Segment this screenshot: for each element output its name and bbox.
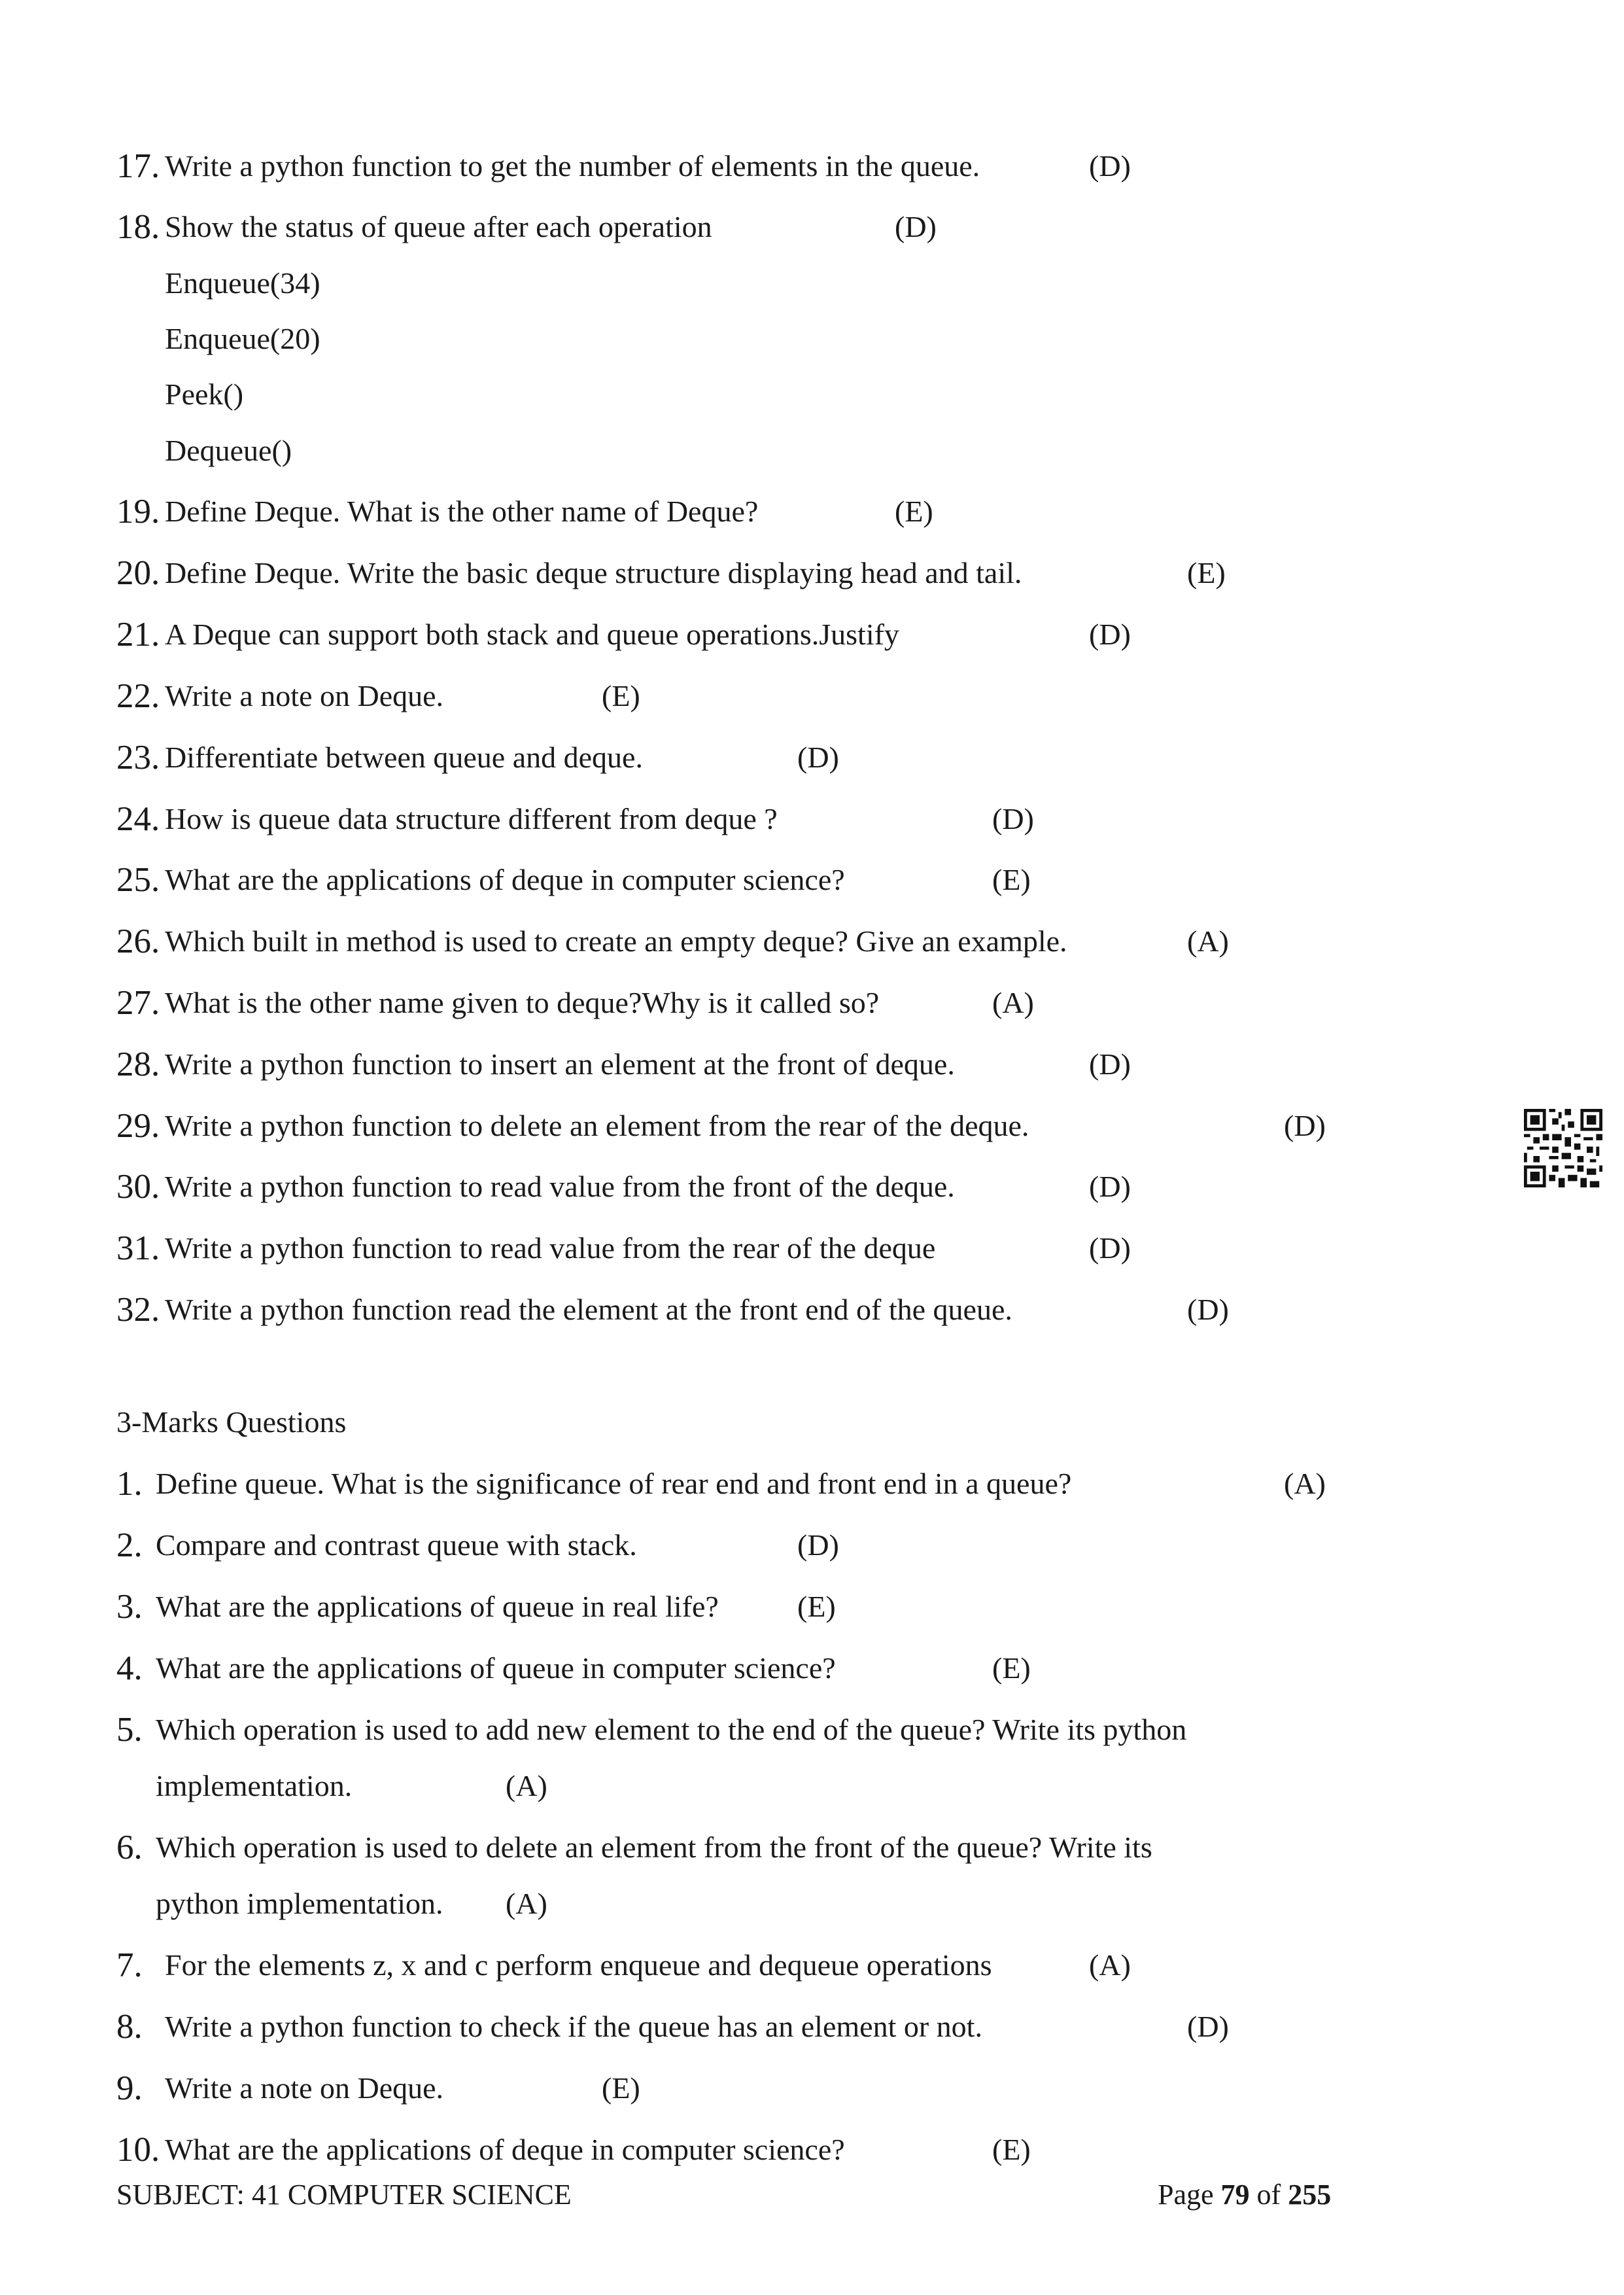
cognitive-level: (D) [1089, 1170, 1131, 1203]
cognitive-level: (A) [1187, 924, 1229, 958]
cognitive-level: (D) [797, 1528, 839, 1562]
question-number: 9. [116, 2069, 143, 2107]
question-text: For the elements z, x and c perform enqueue and dequeue operations [165, 1948, 992, 1982]
cognitive-level: (D) [1187, 1293, 1229, 1326]
cognitive-level: (D) [1284, 1109, 1326, 1142]
cognitive-level: (A) [506, 1769, 547, 1802]
question-text: Write a note on Deque. [165, 2071, 444, 2105]
question-number: 19. [116, 493, 160, 531]
question-text: Which operation is used to delete an element from the front of the queue? Write its [156, 1831, 1152, 1864]
cognitive-level: (D) [895, 210, 937, 243]
question-text: python implementation. [156, 1887, 443, 1920]
operation-line: Peek() [165, 377, 244, 411]
question-text: Write a note on Deque. [165, 679, 444, 712]
page-total: 255 [1288, 2179, 1332, 2211]
section-heading: 3-Marks Questions [116, 1405, 347, 1439]
question-text: Write a python function to read value from the rear of the deque [165, 1231, 936, 1265]
question-number: 32. [116, 1291, 160, 1329]
cognitive-level: (E) [602, 679, 640, 712]
cognitive-level: (E) [992, 863, 1031, 896]
cognitive-level: (D) [992, 802, 1034, 835]
question-number: 24. [116, 800, 160, 838]
cognitive-level: (D) [797, 741, 839, 774]
question-text: What are the applications of deque in computer science? [165, 863, 845, 896]
cognitive-level: (E) [1187, 556, 1226, 589]
question-text: Write a python function to get the number of elements in the queue. [165, 149, 980, 183]
question-number: 23. [116, 739, 160, 777]
question-text: Write a python function to check if the queue has an element or not. [165, 2010, 982, 2043]
question-text: Write a python function to read value from the front of the deque. [165, 1170, 955, 1203]
operation-line: Dequeue() [165, 434, 292, 467]
question-number: 28. [116, 1045, 160, 1083]
question-number: 2. [116, 1526, 143, 1564]
question-number: 29. [116, 1107, 160, 1145]
cognitive-level: (D) [1089, 149, 1131, 183]
question-number: 25. [116, 861, 160, 899]
question-text: Write a python function read the element at the front end of the queue. [165, 1293, 1012, 1326]
question-text: implementation. [156, 1769, 353, 1802]
question-number: 4. [116, 1649, 143, 1687]
cognitive-level: (D) [1089, 618, 1131, 651]
question-number: 1. [116, 1465, 143, 1503]
question-text: Which operation is used to add new element to the end of the queue? Write its python [156, 1713, 1187, 1746]
cognitive-level: (E) [992, 2133, 1031, 2166]
question-number: 30. [116, 1168, 160, 1206]
question-number: 17. [116, 147, 160, 185]
question-text: Write a python function to delete an element from the rear of the deque. [165, 1109, 1029, 1142]
question-number: 27. [116, 984, 160, 1022]
question-continuation [156, 1760, 547, 1812]
operation-line: Enqueue(34) [165, 266, 320, 300]
question-continuation [156, 1878, 547, 1930]
cognitive-level: (E) [602, 2071, 640, 2105]
operation-line: Enqueue(20) [165, 322, 320, 355]
question-number: 26. [116, 922, 160, 960]
cognitive-level: (A) [992, 986, 1034, 1019]
cognitive-level: (E) [992, 1651, 1031, 1685]
cognitive-level: (A) [1284, 1467, 1326, 1500]
question-number: 7. [116, 1946, 143, 1984]
question-text: What are the applications of deque in computer science? [165, 2133, 845, 2166]
cognitive-level: (E) [797, 1590, 836, 1623]
cognitive-level: (E) [895, 495, 933, 528]
question-number: 31. [116, 1229, 160, 1267]
page-of-label: of [1256, 2179, 1281, 2211]
question-text: What is the other name given to deque?Why is it called so? [165, 986, 880, 1019]
footer-page-number [1158, 2172, 1331, 2218]
question-text: A Deque can support both stack and queue operations.Justify [165, 618, 899, 651]
question-number: 20. [116, 554, 160, 592]
cognitive-level: (D) [1187, 2010, 1229, 2043]
question-text: What are the applications of queue in real life? [156, 1590, 719, 1623]
question-number: 8. [116, 2008, 143, 2046]
page-current: 79 [1220, 2179, 1250, 2211]
question-text: Which built in method is used to create an empty deque? Give an example. [165, 924, 1067, 958]
question-number: 18. [116, 208, 160, 246]
question-text: Write a python function to insert an element at the front of deque. [165, 1047, 955, 1081]
question-text: Show the status of queue after each operation [165, 210, 712, 243]
question-text: Differentiate between queue and deque. [165, 741, 643, 774]
question-number: 6. [116, 1829, 143, 1866]
cognitive-level: (A) [506, 1887, 547, 1920]
footer-subject: SUBJECT: 41 COMPUTER SCIENCE [116, 2179, 572, 2211]
question-text: How is queue data structure different from deque ? [165, 802, 778, 835]
question-number: 10. [116, 2131, 160, 2169]
cognitive-level: (D) [1089, 1231, 1131, 1265]
question-text: Define Deque. Write the basic deque structure displaying head and tail. [165, 556, 1022, 589]
cognitive-level: (A) [1089, 1948, 1131, 1982]
question-text: What are the applications of queue in computer science? [156, 1651, 836, 1685]
question-number: 3. [116, 1588, 143, 1626]
question-number: 21. [116, 616, 160, 654]
question-text: Define Deque. What is the other name of Deque? [165, 495, 759, 528]
qr-code-icon [1524, 1109, 1602, 1187]
question-text: Define queue. What is the significance of rear end and front end in a queue? [156, 1467, 1072, 1500]
question-number: 22. [116, 677, 160, 715]
page-label: Page [1158, 2179, 1214, 2211]
cognitive-level: (D) [1089, 1047, 1131, 1081]
question-text: Compare and contrast queue with stack. [156, 1528, 637, 1562]
question-number: 5. [116, 1711, 143, 1749]
